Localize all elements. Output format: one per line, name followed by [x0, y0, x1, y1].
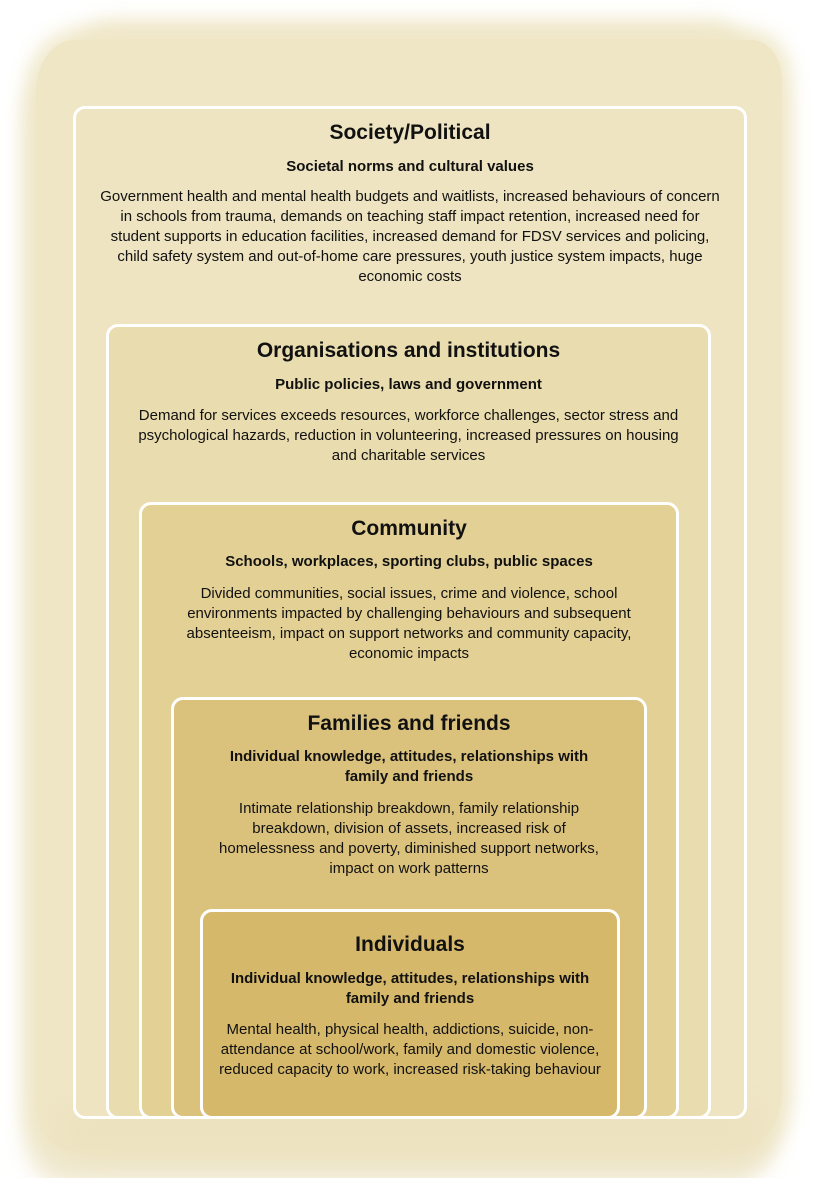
- level-description: Mental health, physical health, addictions, suicide, non-attendance at school/work, family and domestic violence, reduced capacity to work, increased risk-taking behaviour: [219, 1021, 601, 1078]
- level-subtitle: Individual knowledge, attitudes, relationships with family and friends: [230, 970, 590, 1007]
- level-description: Demand for services exceeds resources, workforce challenges, sector stress and psychological hazards, reduction in volunteering, increased pressures on housing and charitable services: [138, 407, 679, 464]
- level-subtitle: Schools, workplaces, sporting clubs, public spaces: [225, 553, 593, 570]
- level-title: Society/Political: [329, 121, 491, 144]
- level-description: Divided communities, social issues, crime and violence, school environments impacted by challenging behaviours and subsequent absenteeism, impact on support networks and community capacity, economic impacts: [186, 585, 632, 662]
- level-individuals: [200, 909, 620, 1119]
- level-description: Government health and mental health budgets and waitlists, increased behaviours of concern in schools from trauma, demands on teaching staff impact retention, increased need for student supports in education facilities, increased demand for FDSV services and policing, child safety system and out-of-home care pressures, youth justice system impacts, huge economic costs: [100, 188, 720, 285]
- level-subtitle: Societal norms and cultural values: [286, 158, 534, 175]
- level-subtitle: Public policies, laws and government: [275, 376, 542, 393]
- level-title: Community: [351, 517, 467, 540]
- level-title: Individuals: [355, 933, 465, 956]
- level-description: Intimate relationship breakdown, family relationship breakdown, division of assets, increased risk of homelessness and poverty, diminished support networks, impact on work patterns: [219, 800, 599, 877]
- level-subtitle: Individual knowledge, attitudes, relationships with family and friends: [229, 748, 589, 785]
- level-title: Organisations and institutions: [256, 339, 561, 362]
- level-title: Families and friends: [307, 712, 511, 735]
